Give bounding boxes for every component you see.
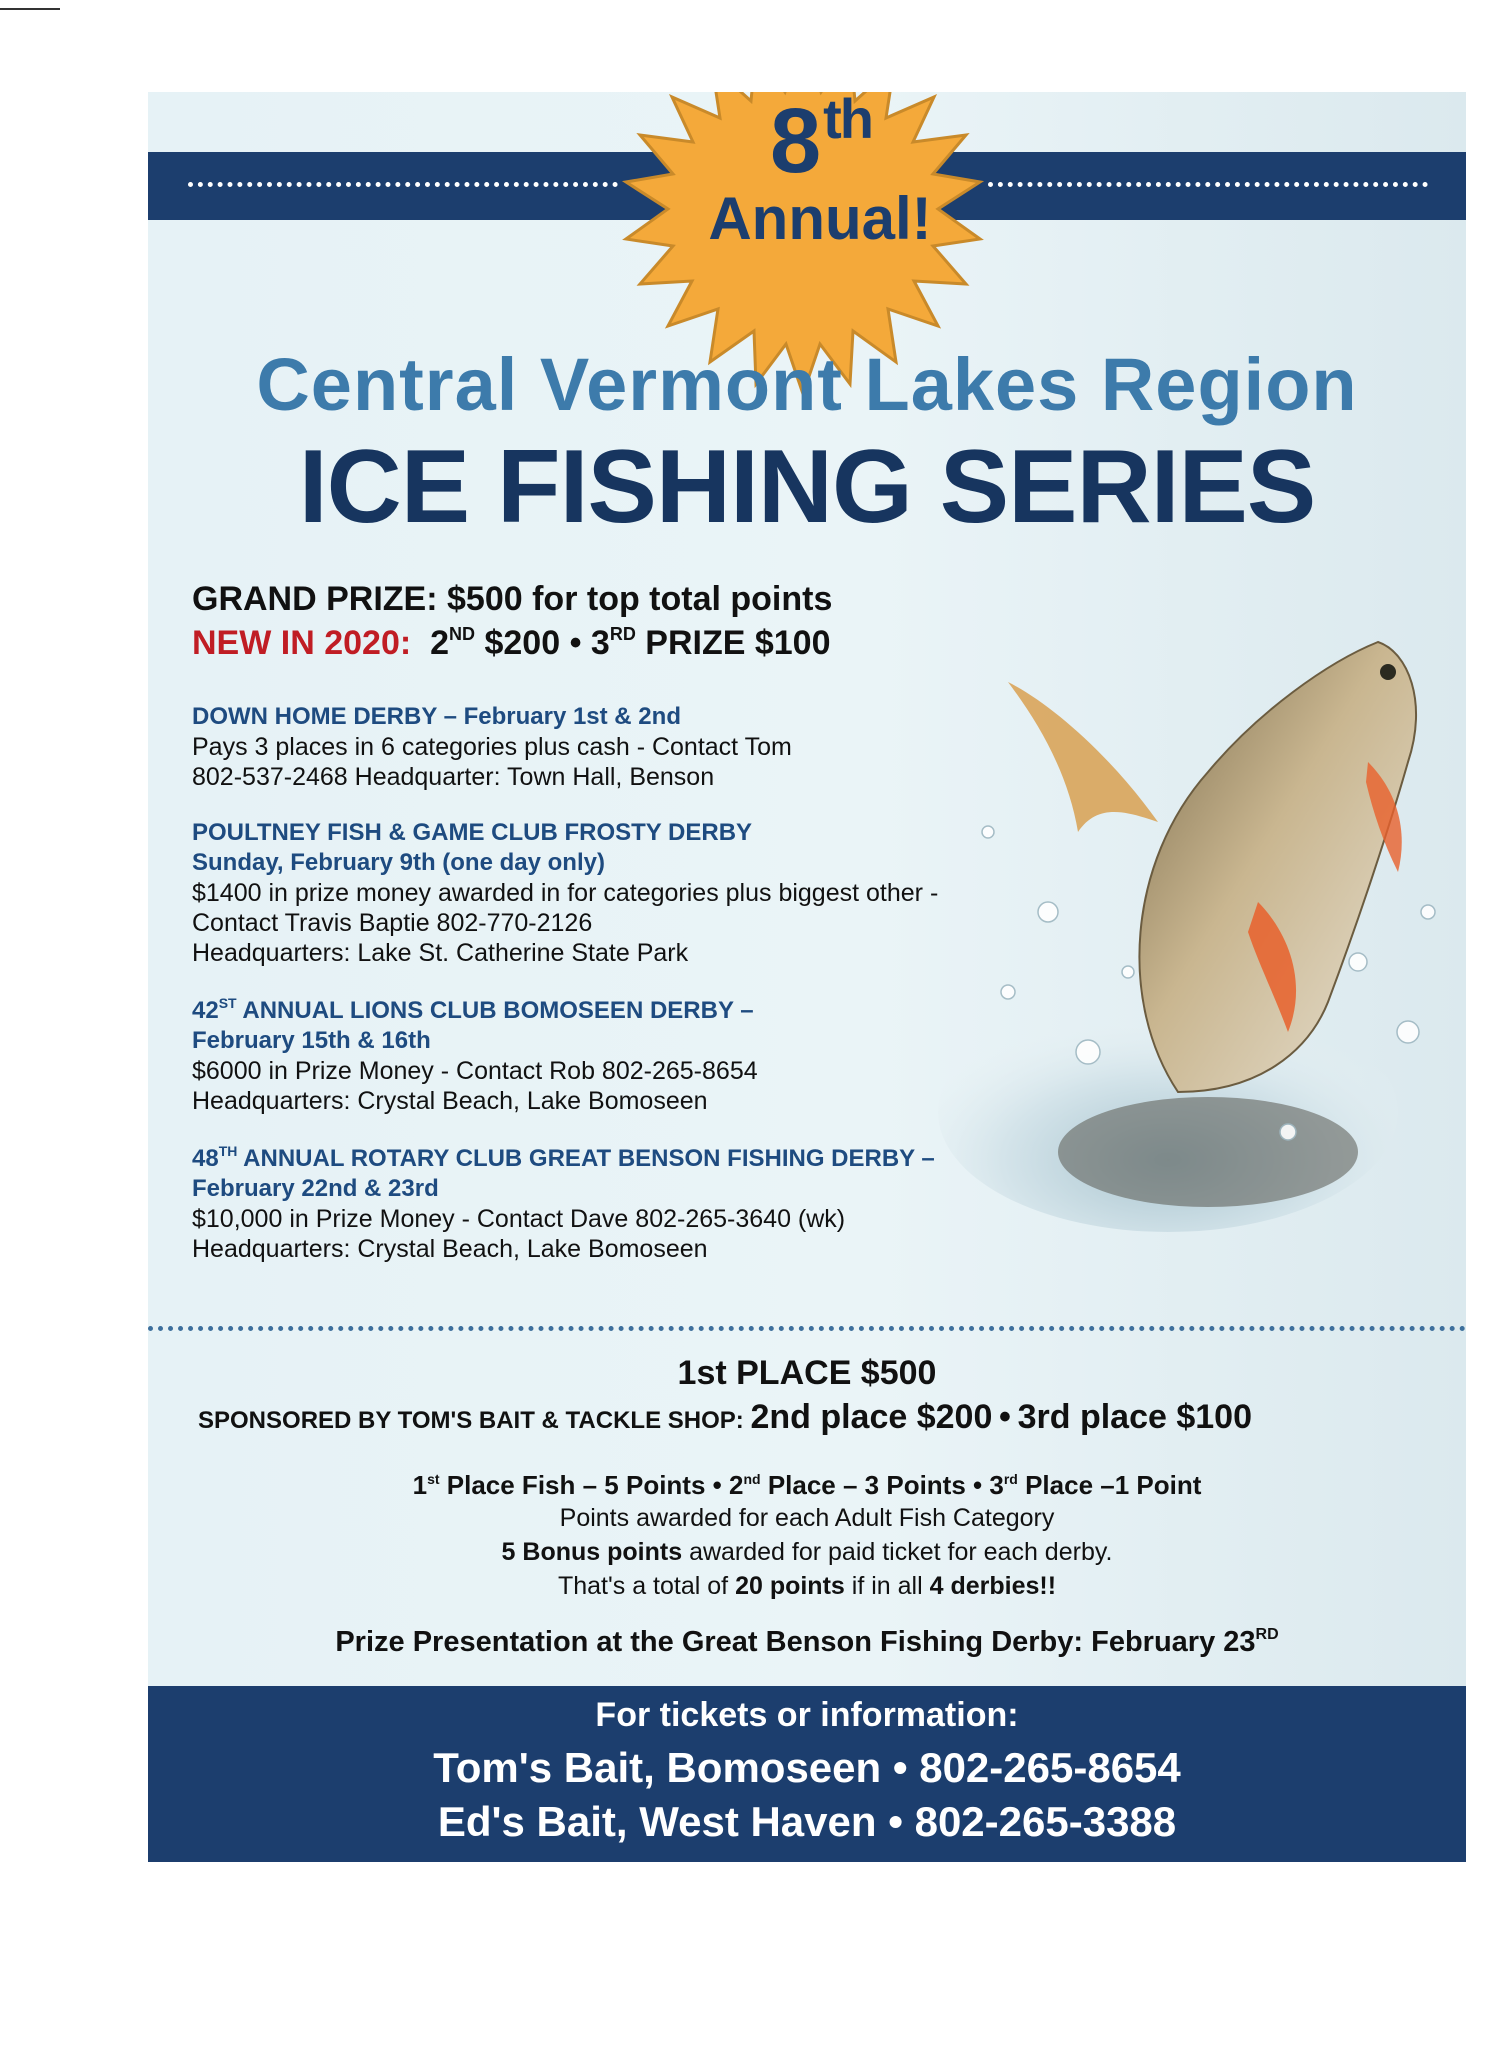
derby-ordinal-sup: ST: [218, 995, 237, 1011]
presentation-sup: RD: [1255, 1626, 1279, 1643]
contact-heading: For tickets or information:: [595, 1696, 1019, 1734]
points-place-num: 3: [989, 1470, 1004, 1500]
third-prize-num: 3: [590, 624, 610, 662]
derby-date: February 22nd & 23rd: [192, 1175, 439, 1202]
points-place-sup: st: [427, 1471, 440, 1487]
badge-label: Annual!: [708, 185, 932, 252]
derby-ordinal: 42: [192, 997, 219, 1024]
total-text: if in all: [851, 1572, 923, 1600]
fish-eye: [1380, 664, 1396, 680]
sponsor-second: 2nd place $200: [750, 1398, 993, 1436]
derby-heading: POULTNEY FISH & GAME CLUB FROSTY DERBY: [192, 819, 753, 846]
sponsor-third: 3rd place $100: [1017, 1398, 1252, 1436]
region-title: Central Vermont Lakes Region: [256, 343, 1358, 426]
derby-ordinal-sup: TH: [218, 1143, 238, 1159]
scan-edge-mark: [0, 8, 60, 10]
points-place-text: Place – 3 Points: [767, 1470, 966, 1500]
points-place-num: 1: [412, 1470, 428, 1500]
badge-number: 8th: [769, 92, 873, 192]
presentation-text: Prize Presentation at the Great Benson Fishing Derby: February 23: [335, 1626, 1256, 1658]
fish-tail: [1008, 682, 1158, 832]
points-place-num: 2: [729, 1470, 744, 1500]
total-derbies-bold: 4 derbies!!: [929, 1572, 1057, 1600]
derby-date: Sunday, February 9th (one day only): [192, 849, 605, 876]
section-divider: [148, 1326, 1466, 1331]
bullet: •: [569, 624, 582, 662]
derby-detail: Pays 3 places in 6 categories plus cash - Contact Tom: [192, 733, 792, 761]
points-place-sup: rd: [1003, 1471, 1018, 1487]
grand-prize-line: [192, 580, 832, 619]
derby-ordinal: 48: [192, 1145, 219, 1172]
derby-rotary-club: [192, 1136, 935, 1264]
second-prize-num: 2: [430, 624, 450, 662]
header-dots-right: [988, 182, 1428, 187]
derby-down-home: [192, 702, 792, 792]
sponsor-first-place: 1st PLACE $500: [677, 1354, 937, 1392]
derby-lions-club: [192, 988, 758, 1116]
fish-body: [1139, 642, 1416, 1092]
derby-heading: [192, 1136, 935, 1174]
points-place-sup: nd: [743, 1471, 761, 1487]
bonus-points-text: awarded for paid ticket for each derby.: [689, 1538, 1113, 1566]
second-prize-sup: ND: [449, 624, 476, 644]
bonus-points-bold: 5 Bonus points: [501, 1538, 683, 1566]
contact-eds-bait: Ed's Bait, West Haven • 802-265-3388: [437, 1798, 1177, 1845]
derby-detail: Contact Travis Baptie 802-770-2126: [192, 909, 593, 937]
derby-detail: $1400 in prize money awarded in for categories plus biggest other -: [192, 879, 939, 907]
grand-prize-text: $500 for top total points: [447, 580, 833, 618]
points-place-text: Place –1 Point: [1025, 1470, 1202, 1500]
bullet: •: [712, 1470, 722, 1500]
derby-poultney: [192, 818, 938, 968]
flyer: [148, 92, 1466, 1862]
third-prize-sup: RD: [609, 624, 636, 644]
sponsor-line: [198, 1398, 1252, 1437]
points-scale: [148, 1470, 1466, 1501]
points-place-text: Place Fish – 5 Points: [446, 1470, 706, 1500]
bullet: •: [973, 1470, 983, 1500]
derby-heading: DOWN HOME DERBY – February 1st & 2nd: [192, 703, 681, 730]
derby-detail: Headquarters: Crystal Beach, Lake Bomoseen: [192, 1087, 708, 1115]
points-rules: [148, 1470, 1466, 1603]
new-in-label: NEW IN 2020:: [192, 624, 412, 662]
derby-date: February 15th & 16th: [192, 1027, 431, 1054]
derby-detail: 802-537-2468 Headquarter: Town Hall, Benson: [192, 763, 715, 791]
bonus-points-note: [148, 1535, 1466, 1569]
derby-heading: [192, 988, 758, 1026]
prize-presentation: [148, 1626, 1466, 1659]
derby-detail: $10,000 in Prize Money - Contact Dave 802-265-3640 (wk): [192, 1205, 846, 1233]
total-points-note: [148, 1569, 1466, 1603]
derby-detail: $6000 in Prize Money - Contact Rob 802-265-8654: [192, 1057, 758, 1085]
grand-prize-label: GRAND PRIZE:: [192, 580, 438, 618]
header-dots-left: [188, 182, 618, 187]
second-prize-text: $200: [484, 624, 561, 662]
derby-detail: Headquarters: Crystal Beach, Lake Bomoseen: [192, 1235, 708, 1263]
series-title: ICE FISHING SERIES: [298, 429, 1316, 545]
derby-title: ANNUAL LIONS CLUB BOMOSEEN DERBY –: [242, 997, 754, 1024]
leaping-fish-image: [928, 532, 1466, 1232]
points-category-note: Points awarded for each Adult Fish Category: [559, 1504, 1055, 1532]
hole-dark: [1058, 1097, 1358, 1207]
bullet: •: [999, 1398, 1011, 1436]
derby-detail: Headquarters: Lake St. Catherine State Park: [192, 939, 689, 967]
sponsor-label: SPONSORED BY TOM'S BAIT & TACKLE SHOP:: [198, 1407, 744, 1434]
total-text: That's a total of: [557, 1572, 729, 1600]
third-prize-text: PRIZE $100: [645, 624, 831, 662]
total-points-bold: 20 points: [735, 1572, 845, 1600]
derby-title: ANNUAL ROTARY CLUB GREAT BENSON FISHING DERBY –: [243, 1145, 935, 1172]
contact-toms-bait: Tom's Bait, Bomoseen • 802-265-8654: [433, 1744, 1181, 1791]
new-prizes-line: [192, 624, 831, 663]
contact-band: [148, 1686, 1466, 1862]
